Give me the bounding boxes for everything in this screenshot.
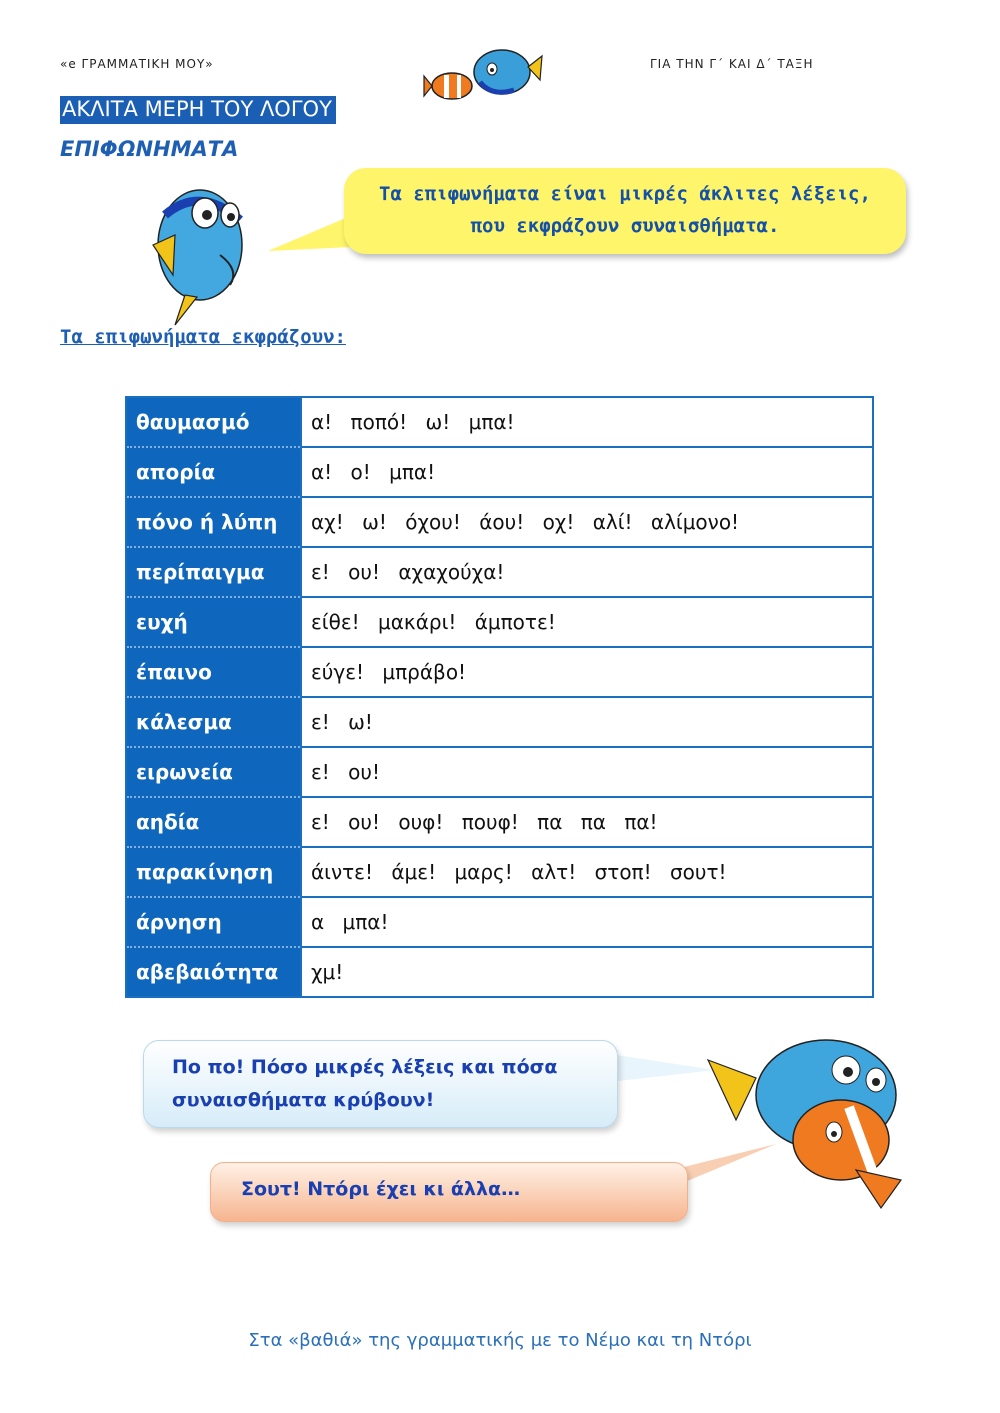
examples-cell: α μπα! xyxy=(301,897,873,947)
category-cell: άρνηση xyxy=(126,897,301,947)
orange-bubble-text: Σουτ! Ντόρι έχει κι άλλα… xyxy=(241,1178,521,1200)
table-row xyxy=(126,597,873,647)
blue-bubble-line-2: συναισθήματα κρύβουν! xyxy=(172,1089,435,1111)
examples-cell: ε! ω! xyxy=(301,697,873,747)
expresses-heading: Τα επιφωνήματα εκφράζουν: xyxy=(60,326,346,348)
examples-cell: ε! ου! αχαχούχα! xyxy=(301,547,873,597)
category-cell: ευχή xyxy=(126,597,301,647)
nemo-dory-bottom-illustration xyxy=(706,1030,906,1210)
header-left: «e ΓΡΑΜΜΑΤΙΚΗ ΜΟΥ» xyxy=(60,57,214,71)
category-cell: περίπαιγμα xyxy=(126,547,301,597)
category-cell: κάλεσμα xyxy=(126,697,301,747)
examples-cell: αχ! ω! όχου! άου! οχ! αλί! αλίμονο! xyxy=(301,497,873,547)
table-row xyxy=(126,397,873,447)
table-row xyxy=(126,847,873,897)
category-cell: θαυμασμό xyxy=(126,397,301,447)
category-cell: αηδία xyxy=(126,797,301,847)
page-footer: Στα «βαθιά» της γραμματικής με το Νέμο και τη Ντόρι xyxy=(248,1330,752,1351)
examples-cell: είθε! μακάρι! άμποτε! xyxy=(301,597,873,647)
table-row xyxy=(126,947,873,997)
examples-cell: α! ποπό! ω! μπα! xyxy=(301,397,873,447)
nemo-dory-top-illustration xyxy=(422,42,544,108)
page-subtitle: ΕΠΙΦΩΝΗΜΑΤΑ xyxy=(60,137,239,161)
category-cell: ειρωνεία xyxy=(126,747,301,797)
examples-cell: α! ο! μπα! xyxy=(301,447,873,497)
table-row xyxy=(126,797,873,847)
category-cell: αβεβαιότητα xyxy=(126,947,301,997)
category-cell: πόνο ή λύπη xyxy=(126,497,301,547)
blue-speech-bubble xyxy=(143,1040,618,1128)
orange-speech-bubble xyxy=(210,1162,688,1222)
category-cell: απορία xyxy=(126,447,301,497)
examples-cell: χμ! xyxy=(301,947,873,997)
examples-cell: ε! ου! xyxy=(301,747,873,797)
examples-cell: άιντε! άμε! μαρς! αλτ! στοπ! σουτ! xyxy=(301,847,873,897)
page-title: ΑΚΛΙΤΑ ΜΕΡΗ ΤΟΥ ΛΟΓΟΥ xyxy=(60,96,336,124)
category-cell: παρακίνηση xyxy=(126,847,301,897)
table-row xyxy=(126,697,873,747)
table-row xyxy=(126,547,873,597)
dory-illustration xyxy=(145,175,275,327)
table-row xyxy=(126,747,873,797)
definition-bubble xyxy=(344,168,906,254)
table-row xyxy=(126,647,873,697)
category-cell: έπαινο xyxy=(126,647,301,697)
examples-cell: εύγε! μπράβο! xyxy=(301,647,873,697)
examples-cell: ε! ου! ουφ! πουφ! πα πα πα! xyxy=(301,797,873,847)
table-row xyxy=(126,897,873,947)
blue-bubble-line-1: Πο πο! Πόσο μικρές λέξεις και πόσα xyxy=(172,1056,558,1078)
interjections-table xyxy=(125,396,874,998)
definition-line-2: που εκφράζουν συναισθήματα. xyxy=(470,215,780,237)
definition-line-1: Τα επιφωνήματα είναι μικρές άκλιτες λέξεις, xyxy=(379,183,871,205)
table-row xyxy=(126,497,873,547)
table-row xyxy=(126,447,873,497)
blue-bubble-pointer xyxy=(610,1048,720,1088)
header-right: ΓΙΑ ΤΗΝ Γ΄ ΚΑΙ Δ΄ ΤΑΞΗ xyxy=(650,57,814,71)
